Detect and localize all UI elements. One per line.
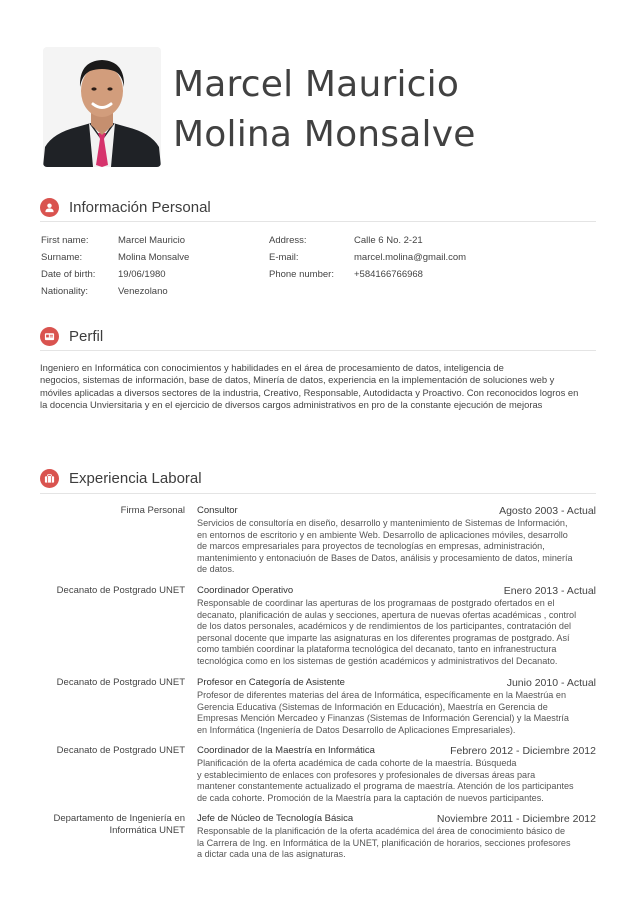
name-line-2: Molina Monsalve xyxy=(173,114,476,155)
section-divider xyxy=(40,221,596,222)
job-description xyxy=(197,826,596,861)
section-experience-header xyxy=(40,467,202,489)
job-date: Enero 2013 - Actual xyxy=(503,585,596,597)
job-desc-line: la Carrera de Ing. en Informática de la UNET, planificación de horarios, secciones profesores xyxy=(197,837,571,848)
job-desc-line: de datos. xyxy=(197,564,235,575)
info-label: Phone number: xyxy=(269,269,334,280)
job-desc-line: Responsable de coordinar las aperturas de los programaas de postgrado ofertados en el xyxy=(197,598,555,608)
job-organization: Decanato de Postgrado UNET xyxy=(56,677,185,688)
job-desc-line: a dictar cada una de las asignaturas. xyxy=(197,849,346,860)
info-value: 19/06/1980 xyxy=(118,269,166,280)
job-desc-line: y establecimiento de enlaces con profesores y profesionales de diversas áreas para xyxy=(197,769,536,780)
info-label: E-mail: xyxy=(269,252,299,263)
profile-line: Ingeniero en Informática con conocimientos y habilidades en el área de procesamiento de datos, inteligencia de xyxy=(40,362,504,373)
portrait-illustration xyxy=(43,47,161,167)
job-desc-line: de los datos personales, académicos y de rendimientos de los participantes, contratación del xyxy=(197,621,572,632)
info-row xyxy=(41,249,514,266)
job-date: Febrero 2012 - Diciembre 2012 xyxy=(450,745,596,757)
job-description xyxy=(197,758,596,804)
section-experience-title: Experiencia Laboral xyxy=(69,469,202,487)
job-desc-line: Responsable de la planificación de la oferta académica del área de conocimiento básico de xyxy=(197,826,566,836)
name-line-1: Marcel Mauricio xyxy=(173,64,460,105)
job-desc-line: como también coordinar la plataforma tecnológica del decanato, tanto en infranestructura xyxy=(197,644,557,655)
job-organization: Departamento de Ingeniería en Informática UNET xyxy=(53,813,185,836)
info-label: Address: xyxy=(269,235,307,246)
profile-photo xyxy=(43,47,161,167)
section-divider xyxy=(40,493,596,494)
job-description xyxy=(197,690,596,736)
job-desc-line: tecnológica como en los sistemas de gestión académicos y administrativos del Decanato. xyxy=(197,655,558,666)
job-date: Noviembre 2011 - Diciembre 2012 xyxy=(436,813,596,825)
info-label: Surname: xyxy=(41,252,83,263)
info-value: Molina Monsalve xyxy=(118,252,190,263)
briefcase-icon xyxy=(40,469,59,488)
info-value: Calle 6 No. 2-21 xyxy=(354,235,423,246)
job-desc-line: Profesor de diferentes materias del área de Informática, específicamente en la Maestrúa en xyxy=(197,690,566,700)
job-desc-line: personal docente que imparte las asignaturas en los diferentes programas de postgrado. Así xyxy=(197,632,570,643)
user-icon xyxy=(40,198,59,217)
section-profile-title: Perfil xyxy=(69,327,104,345)
section-divider xyxy=(40,350,596,351)
job-organization: Decanato de Postgrado UNET xyxy=(56,745,185,756)
job-desc-line: mantenimiento y entonaciuón de Bases de Datos, análisis y procesamiento de datos, minería xyxy=(197,552,573,563)
info-value: Marcel Mauricio xyxy=(118,235,186,246)
job-desc-line: de cada cohorte. Promoción de la Maestría para la captación de nuevos participantes. xyxy=(197,792,544,803)
job-date: Junio 2010 - Actual xyxy=(506,677,596,689)
job-desc-line: decanato, planificación de aulas y secciones, apertura de nuevas ofertas académicas , control xyxy=(197,609,577,620)
info-label: First name: xyxy=(41,235,89,246)
job-desc-line: en entornos de escritorio y en ambiente Web. Desarrollo de aplicaciones móviles, desarrollo xyxy=(197,529,568,540)
id-card-icon xyxy=(40,327,59,346)
email-value: marcel.molina@gmail.com xyxy=(354,252,467,263)
job-date: Agosto 2003 - Actual xyxy=(499,505,596,517)
full-name xyxy=(173,60,476,160)
job-title: Jefe de Núcleo de Tecnología Básica xyxy=(197,813,354,824)
personal-info-grid xyxy=(41,232,514,300)
job-title: Coordinador de la Maestría en Informática xyxy=(197,745,375,756)
info-value: +584166766968 xyxy=(354,269,423,280)
job-title: Profesor en Categoría de Asistente xyxy=(197,677,345,688)
profile-line: la docencia Unviersitaria y en el ejercicio de diversos cargos administrativos en pro de la constante ejecución de mejoras xyxy=(40,398,543,410)
info-label: Nationality: xyxy=(41,286,88,297)
job-desc-line: Gerencia Educativa (Sistemas de Información en Educación), Maestría en Gerencia de xyxy=(197,701,548,712)
info-row xyxy=(41,232,514,249)
job-description xyxy=(197,518,596,576)
profile-line: móviles aplicadas a diversos sectores de la industria, Creativo, Responsable, Autodidacta y Proactivo. Con reconocidos logros en xyxy=(40,386,579,398)
section-personal-title: Información Personal xyxy=(69,198,211,216)
info-row xyxy=(41,266,514,283)
job-organization: Decanato de Postgrado UNET xyxy=(56,585,185,596)
job-desc-line: de marcos empresariales para proyectos de tecnologías en empresas, administración, xyxy=(197,541,545,552)
job-desc-line: mantener constantemente actualizado el programa de maestría. Atención de los participantes xyxy=(197,781,574,792)
profile-summary xyxy=(40,362,596,411)
job-organization: Firma Personal xyxy=(120,505,185,516)
job-description xyxy=(197,598,596,668)
job-desc-line: Planificación de la oferta académica de cada cohorte de la maestría. Búsqueda xyxy=(197,758,517,768)
info-value: Venezolano xyxy=(118,286,168,297)
job-desc-line: en Informática (Ingeniería de Datos Desarrollo de Aplicaciones Empresariales). xyxy=(197,724,516,735)
info-row xyxy=(41,283,514,300)
section-personal-header xyxy=(40,196,211,218)
job-title: Consultor xyxy=(197,505,238,516)
profile-line: negocios, sistemas de información, base de datos, Minería de datos, experiencia en la implementación de soluciones web y xyxy=(40,374,555,386)
section-profile-header xyxy=(40,325,103,347)
job-desc-line: Servicios de consultoría en diseño, desarrollo y mantenimiento de Sistemas de Información, xyxy=(197,518,568,528)
info-label: Date of birth: xyxy=(41,269,96,280)
job-title: Coordinador Operativo xyxy=(197,585,294,596)
job-desc-line: Empresas Mención Mercadeo y Finanzas (Sistemas de Información Gerencial) y la Maestría xyxy=(197,713,569,724)
